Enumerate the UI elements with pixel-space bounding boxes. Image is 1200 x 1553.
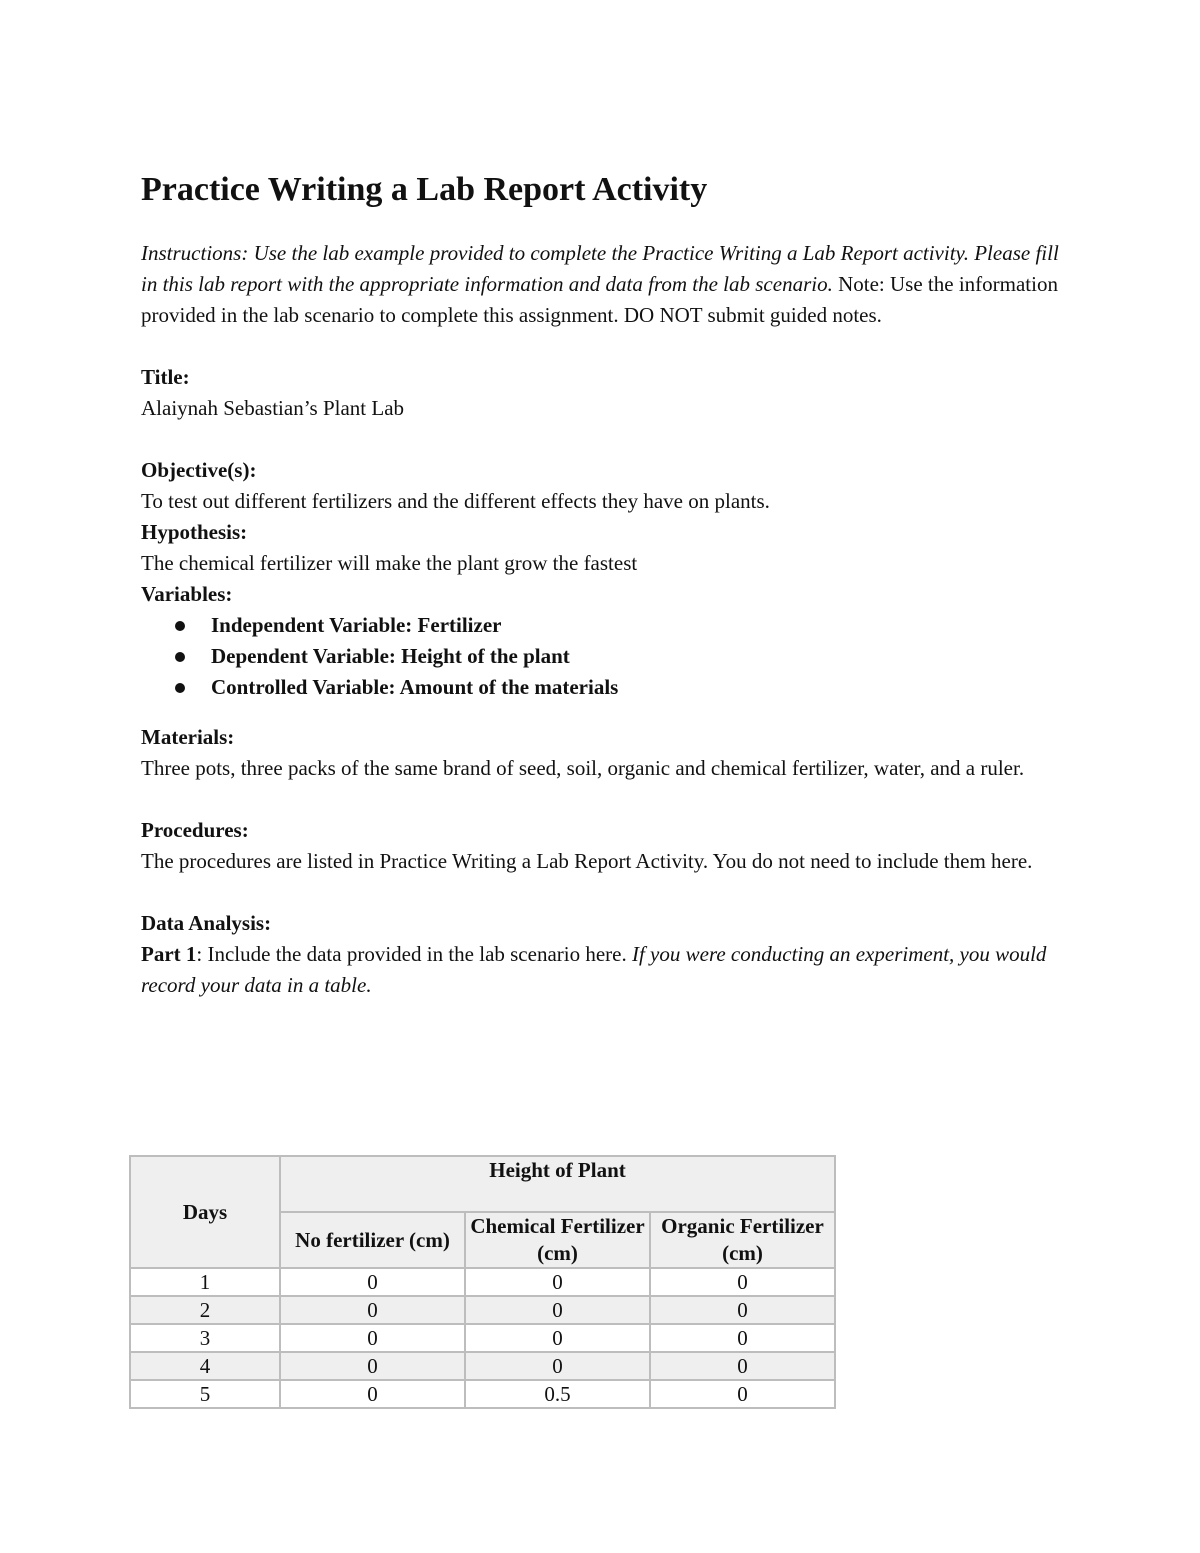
table-row <box>130 1296 835 1324</box>
table-cell: 0 <box>650 1324 835 1352</box>
table-cell: 0 <box>280 1380 465 1408</box>
list-item <box>171 672 1061 703</box>
table-row <box>130 1268 835 1296</box>
data-analysis-label: Data Analysis: <box>141 911 272 935</box>
height-of-plant-header: Height of Plant <box>280 1156 835 1212</box>
no-fertilizer-header: No fertilizer (cm) <box>280 1212 465 1268</box>
list-item <box>171 641 1061 672</box>
report-body <box>141 168 1061 1001</box>
plant-height-table <box>129 1155 836 1409</box>
table-row <box>130 1352 835 1380</box>
table-row <box>130 1380 835 1408</box>
table-cell: 0 <box>650 1352 835 1380</box>
variables-label: Variables: <box>141 582 233 606</box>
table-cell: 0 <box>465 1296 650 1324</box>
page-title: Practice Writing a Lab Report Activity <box>141 171 708 208</box>
organic-fertilizer-header: Organic Fertilizer (cm) <box>650 1212 835 1268</box>
variables-list <box>141 610 1061 703</box>
table-cell: 0 <box>280 1324 465 1352</box>
table-cell: 0 <box>465 1268 650 1296</box>
day-cell: 1 <box>130 1268 280 1296</box>
list-item <box>171 610 1061 641</box>
table-cell: 0 <box>650 1380 835 1408</box>
part1-body: : Include the data provided in the lab scenario here. <box>196 942 632 966</box>
title-label: Title: <box>141 365 190 389</box>
procedures-value: The procedures are listed in Practice Writing a Lab Report Activity. You do not need to include them here. <box>141 849 1033 873</box>
table-cell: 0 <box>465 1352 650 1380</box>
bullet-icon <box>175 652 185 662</box>
table-cell: 0 <box>650 1296 835 1324</box>
procedures-label: Procedures: <box>141 818 249 842</box>
hypothesis-value: The chemical fertilizer will make the plant grow the fastest <box>141 551 638 575</box>
variable-independent: Independent Variable: Fertilizer <box>211 613 502 637</box>
variable-controlled: Controlled Variable: Amount of the materials <box>211 675 619 699</box>
chemical-fertilizer-header: Chemical Fertilizer (cm) <box>465 1212 650 1268</box>
bullet-icon <box>175 621 185 631</box>
day-cell: 2 <box>130 1296 280 1324</box>
table-row <box>130 1324 835 1352</box>
table-cell: 0 <box>465 1324 650 1352</box>
table-cell: 0 <box>280 1352 465 1380</box>
day-cell: 4 <box>130 1352 280 1380</box>
table-cell: 0 <box>280 1268 465 1296</box>
table-cell: 0 <box>650 1268 835 1296</box>
instructions <box>141 238 1061 331</box>
part1-italic: If you were conducting an experiment, you would record your data in a table. <box>141 942 1047 997</box>
part1-text <box>141 939 1061 1001</box>
instructions-note: Note: Use the information provided in the lab scenario to complete this assignment. DO NOT submit guided notes. <box>141 272 1058 327</box>
part1-label: Part 1 <box>141 942 197 966</box>
table-cell: 0 <box>280 1296 465 1324</box>
title-value: Alaiynah Sebastian’s Plant Lab <box>141 396 405 420</box>
day-cell: 3 <box>130 1324 280 1352</box>
table-cell: 0.5 <box>465 1380 650 1408</box>
objective-value: To test out different fertilizers and the different effects they have on plants. <box>141 489 770 513</box>
bullet-icon <box>175 683 185 693</box>
objective-label: Objective(s): <box>141 458 257 482</box>
materials-value: Three pots, three packs of the same brand of seed, soil, organic and chemical fertilizer, water, and a ruler. <box>141 756 1025 780</box>
instructions-lead: Instructions: Use the lab example provided to complete the Practice Writing a Lab Report activity. Please fill in this lab report with the appropriate information and data from the lab scenario. <box>141 241 1059 296</box>
variable-dependent: Dependent Variable: Height of the plant <box>211 644 570 668</box>
days-header: Days <box>130 1156 280 1268</box>
materials-label: Materials: <box>141 725 235 749</box>
hypothesis-label: Hypothesis: <box>141 520 248 544</box>
day-cell: 5 <box>130 1380 280 1408</box>
